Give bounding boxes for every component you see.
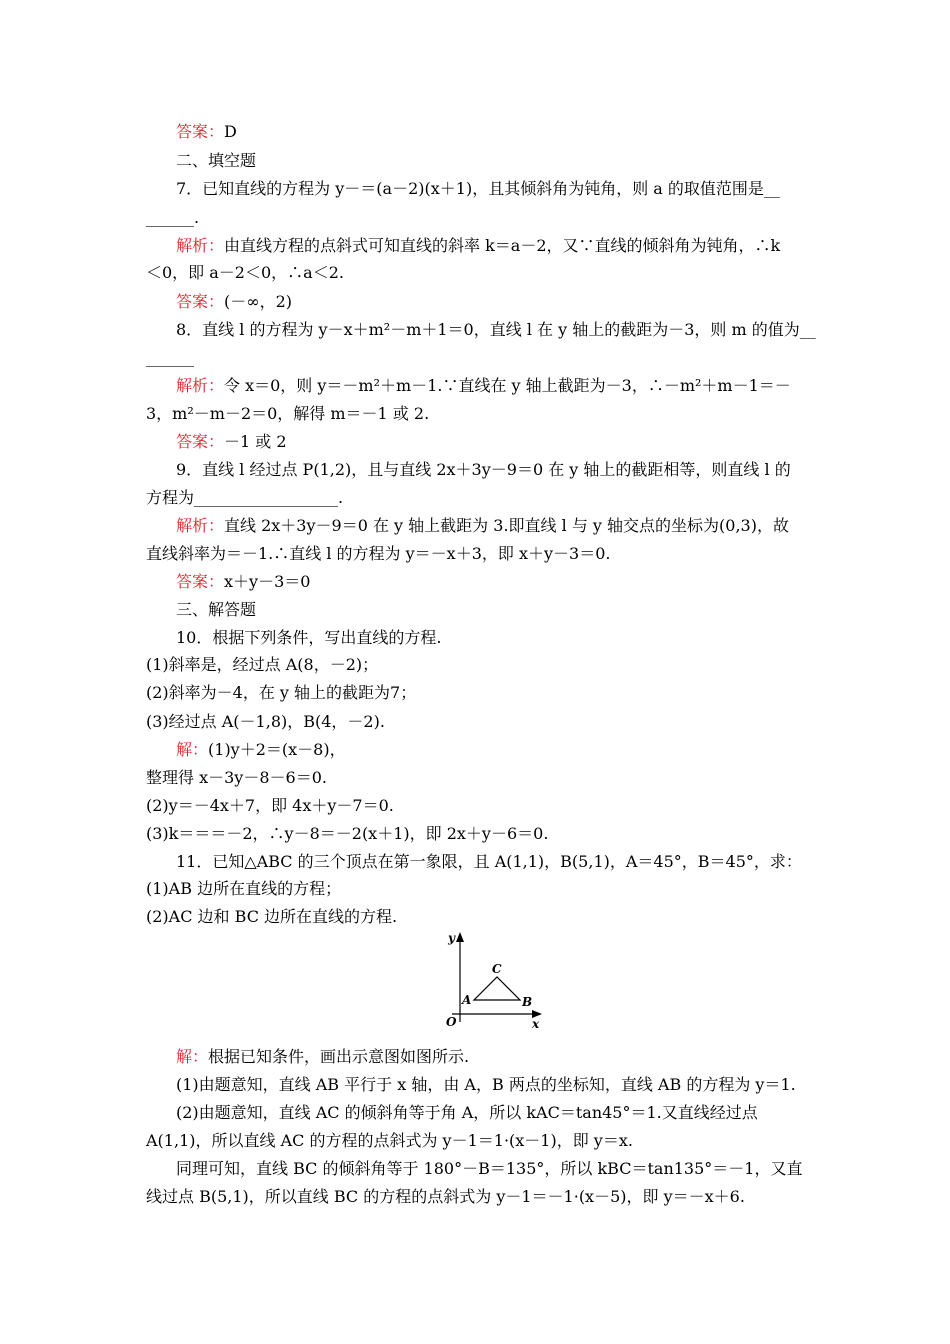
q10-solution-line: (3)k＝＝＝－2，∴y－8＝－2(x＋1)，即 2x＋y－6＝0. (146, 824, 549, 843)
q7-analysis (176, 236, 780, 256)
q8-analysis-cont: 3，m²－m－2＝0，解得 m＝－1 或 2. (146, 404, 430, 423)
q7-answer (176, 292, 292, 312)
origin-label: O (446, 1015, 457, 1029)
vertex-b-label: B (522, 995, 533, 1009)
answer-label: 答案： (176, 122, 225, 141)
answer-text: D (224, 122, 237, 141)
q9-answer (176, 572, 310, 592)
q7-analysis-cont: ＜0，即 a－2＜0，∴a＜2. (146, 263, 344, 282)
q9-analysis (176, 516, 789, 536)
q11-part1: (1)AB 边所在直线的方程； (146, 879, 342, 898)
q11-part2: (2)AC 边和 BC 边所在直线的方程. (146, 907, 398, 926)
solution-text: 根据已知条件，画出示意图如图所示. (208, 1047, 470, 1066)
analysis-label: 解析： (176, 516, 225, 535)
solution-label: 解： (176, 1047, 209, 1066)
x-axis-label: x (532, 1017, 540, 1030)
q11-solution (176, 1047, 469, 1067)
solution-text: (1)y＋2＝(x－8)， (208, 740, 346, 759)
analysis-label: 解析： (176, 236, 225, 255)
vertex-c-label: C (492, 962, 502, 976)
y-axis-arrow (456, 932, 464, 942)
answer-text: (－∞，2) (224, 292, 293, 311)
q10-solution (176, 740, 346, 760)
y-axis-label: y (448, 931, 455, 945)
solution-label: 解： (176, 740, 209, 759)
q8-stem: 8．直线 l 的方程为 y－x＋m²－m＋1＝0，直线 l 在 y 轴上的截距为－3，则 m 的值为__ (176, 320, 816, 339)
q8-answer (176, 432, 287, 452)
answer-label: 答案： (176, 292, 225, 311)
q10-part2: (2)斜率为－4，在 y 轴上的截距为7； (146, 683, 417, 702)
triangle-abc (474, 977, 520, 1000)
q8-stem-cont: ______ (146, 348, 194, 367)
section-heading-solve: 三、解答题 (176, 600, 257, 619)
q11-solution-line: 线过点 B(5,1)，所以直线 BC 的方程的点斜式为 y－1＝－1·(x－5)，即 y＝－x＋6. (146, 1187, 745, 1206)
answer-label: 答案： (176, 432, 225, 451)
q7-stem-cont: ______. (146, 208, 200, 227)
q11-solution-line: (2)由题意知，直线 AC 的倾斜角等于角 A，所以 kAC＝tan45°＝1.又直线经过点 (176, 1103, 758, 1122)
q10-solution-line: 整理得 x－3y－8－6＝0. (146, 768, 327, 787)
q11-solution-line: 同理可知，直线 BC 的倾斜角等于 180°－B＝135°，所以 kBC＝tan135°＝－1，又直 (176, 1159, 803, 1178)
q9-stem: 9．直线 l 经过点 P(1,2)，且与直线 2x＋3y－9＝0 在 y 轴上的截距相等，则直线 l 的 (176, 460, 791, 479)
q9-stem-cont: 方程为__________________. (146, 488, 344, 507)
analysis-text: 直线 2x＋3y－9＝0 在 y 轴上截距为 3.即直线 l 与 y 轴交点的坐标为(0,3)，故 (224, 516, 789, 535)
q11-solution-line: (1)由题意知，直线 AB 平行于 x 轴，由 A，B 两点的坐标知，直线 AB 的方程为 y＝1. (176, 1075, 796, 1094)
q9-analysis-cont: 直线斜率为＝－1.∴直线 l 的方程为 y＝－x＋3，即 x＋y－3＝0. (146, 544, 611, 563)
q10-part1: (1)斜率是，经过点 A(8，－2)； (146, 655, 379, 674)
q10-solution-line: (2)y＝－4x＋7，即 4x＋y－7＝0. (146, 796, 394, 815)
triangle-diagram (436, 930, 548, 1030)
answer-text: －1 或 2 (224, 432, 287, 451)
analysis-text: 令 x＝0，则 y＝－m²＋m－1.∵直线在 y 轴上截距为－3，∴－m²＋m－1＝－ (224, 376, 791, 395)
answer-text: x＋y－3＝0 (224, 572, 311, 591)
vertex-a-label: A (462, 993, 472, 1007)
answer-label: 答案： (176, 572, 225, 591)
analysis-text: 由直线方程的点斜式可知直线的斜率 k＝a－2，又∵直线的倾斜角为钝角，∴k (224, 236, 781, 255)
answer-6 (176, 122, 237, 142)
q11-solution-line: A(1,1)，所以直线 AC 的方程的点斜式为 y－1＝1·(x－1)，即 y＝x. (146, 1131, 633, 1150)
q7-stem: 7．已知直线的方程为 y－＝(a－2)(x＋1)，且其倾斜角为钝角，则 a 的取值范围是__ (176, 179, 780, 198)
q10-part3: (3)经过点 A(－1,8)，B(4，－2). (146, 712, 385, 731)
q11-stem: 11．已知△ABC 的三个顶点在第一象限，且 A(1,1)，B(5,1)，A＝45°，B＝45°，求： (176, 852, 802, 871)
section-heading-fill-blank: 二、填空题 (176, 151, 257, 170)
q10-stem: 10．根据下列条件，写出直线的方程. (176, 628, 442, 647)
analysis-label: 解析： (176, 376, 225, 395)
q8-analysis (176, 376, 791, 396)
